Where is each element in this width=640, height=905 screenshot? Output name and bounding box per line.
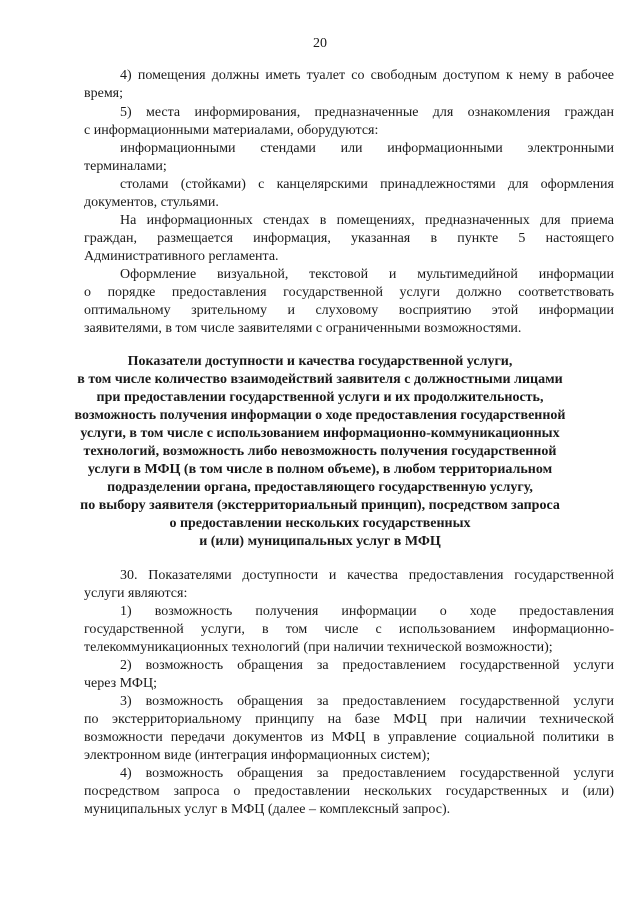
paragraph-line: 30. Показателями доступности и качества предоставления государственной [120,568,614,583]
paragraph-line: столами (стойками) с канцелярскими принадлежностями для оформления [120,177,614,192]
paragraph-line: 4) помещения должны иметь туалет со свободным доступом к нему в рабочее [120,68,614,83]
paragraph-line: На информационных стендах в помещениях, предназначенных для приема [120,213,614,228]
paragraph-line: услуги являются: [84,586,188,601]
paragraph-line: 5) места информирования, предназначенные для ознакомления граждан [120,105,614,120]
page-number: 20 [313,36,327,51]
section-heading-line: подразделении органа, предоставляющего государственную услугу, [107,480,533,495]
section-heading-line: Показатели доступности и качества государственной услуги, [127,354,513,369]
list-item-line: электронном виде (интеграция информационных систем); [84,748,431,763]
list-item-line: 3) возможность обращения за предоставлением государственной услуги [120,694,614,709]
paragraph-line: с информационными материалами, оборудуются: [84,123,379,138]
paragraph-line: документов, стульями. [84,195,219,210]
list-item-line: телекоммуникационных технологий (при наличии технической возможности); [84,640,553,655]
section-heading-line: в том числе количество взаимодействий заявителя с должностными лицами [77,372,563,387]
paragraph-line: о порядке предоставления государственной услуги должно соответствовать [84,285,614,300]
section-heading-line: при предоставлении государственной услуги и их продолжительность, [96,390,544,405]
paragraph-line: информационными стендами или информационными электронными [120,141,614,156]
paragraph-line: граждан, размещается информация, указанная в пункте 5 настоящего [84,231,614,246]
paragraph-line: терминалами; [84,159,167,174]
paragraph-line: время; [84,86,124,101]
list-item-line: посредством запроса о предоставлении нескольких государственных и (или) [84,784,614,799]
section-heading-line: услуги в МФЦ (в том числе в полном объеме), в любом территориальном [87,462,553,477]
paragraph-line: оптимальному зрительному и слуховому восприятию этой информации [84,303,614,318]
section-heading-line: возможность получения информации о ходе предоставления государственной [74,408,566,423]
section-heading-line: технологий, возможность либо невозможность получения государственной [83,444,557,459]
section-heading-line: услуги, в том числе с использованием информационно-коммуникационных [80,426,560,441]
list-item-line: через МФЦ; [84,676,157,691]
section-heading-line: о предоставлении нескольких государственных [169,516,471,531]
list-item-line: муниципальных услуг в МФЦ (далее – комплексный запрос). [84,802,451,817]
list-item-line: 4) возможность обращения за предоставлением государственной услуги [120,766,614,781]
list-item-line: возможности передачи документов из МФЦ в управление социальной политики в [84,730,614,745]
paragraph-line: Оформление визуальной, текстовой и мультимедийной информации [120,267,614,282]
paragraph-line: Административного регламента. [84,249,279,264]
list-item-line: 1) возможность получения информации о ходе предоставления [120,604,614,619]
section-heading-line: и (или) муниципальных услуг в МФЦ [199,534,441,549]
list-item-line: государственной услуги, в том числе с использованием информационно- [84,622,614,637]
list-item-line: по экстерриториальному принципу на базе МФЦ при наличии технической [84,712,614,727]
section-heading-line: по выбору заявителя (экстерриториальный принцип), посредством запроса [80,498,560,513]
list-item-line: 2) возможность обращения за предоставлением государственной услуги [120,658,614,673]
paragraph-line: заявителями, в том числе заявителями с ограниченными возможностями. [84,321,522,336]
